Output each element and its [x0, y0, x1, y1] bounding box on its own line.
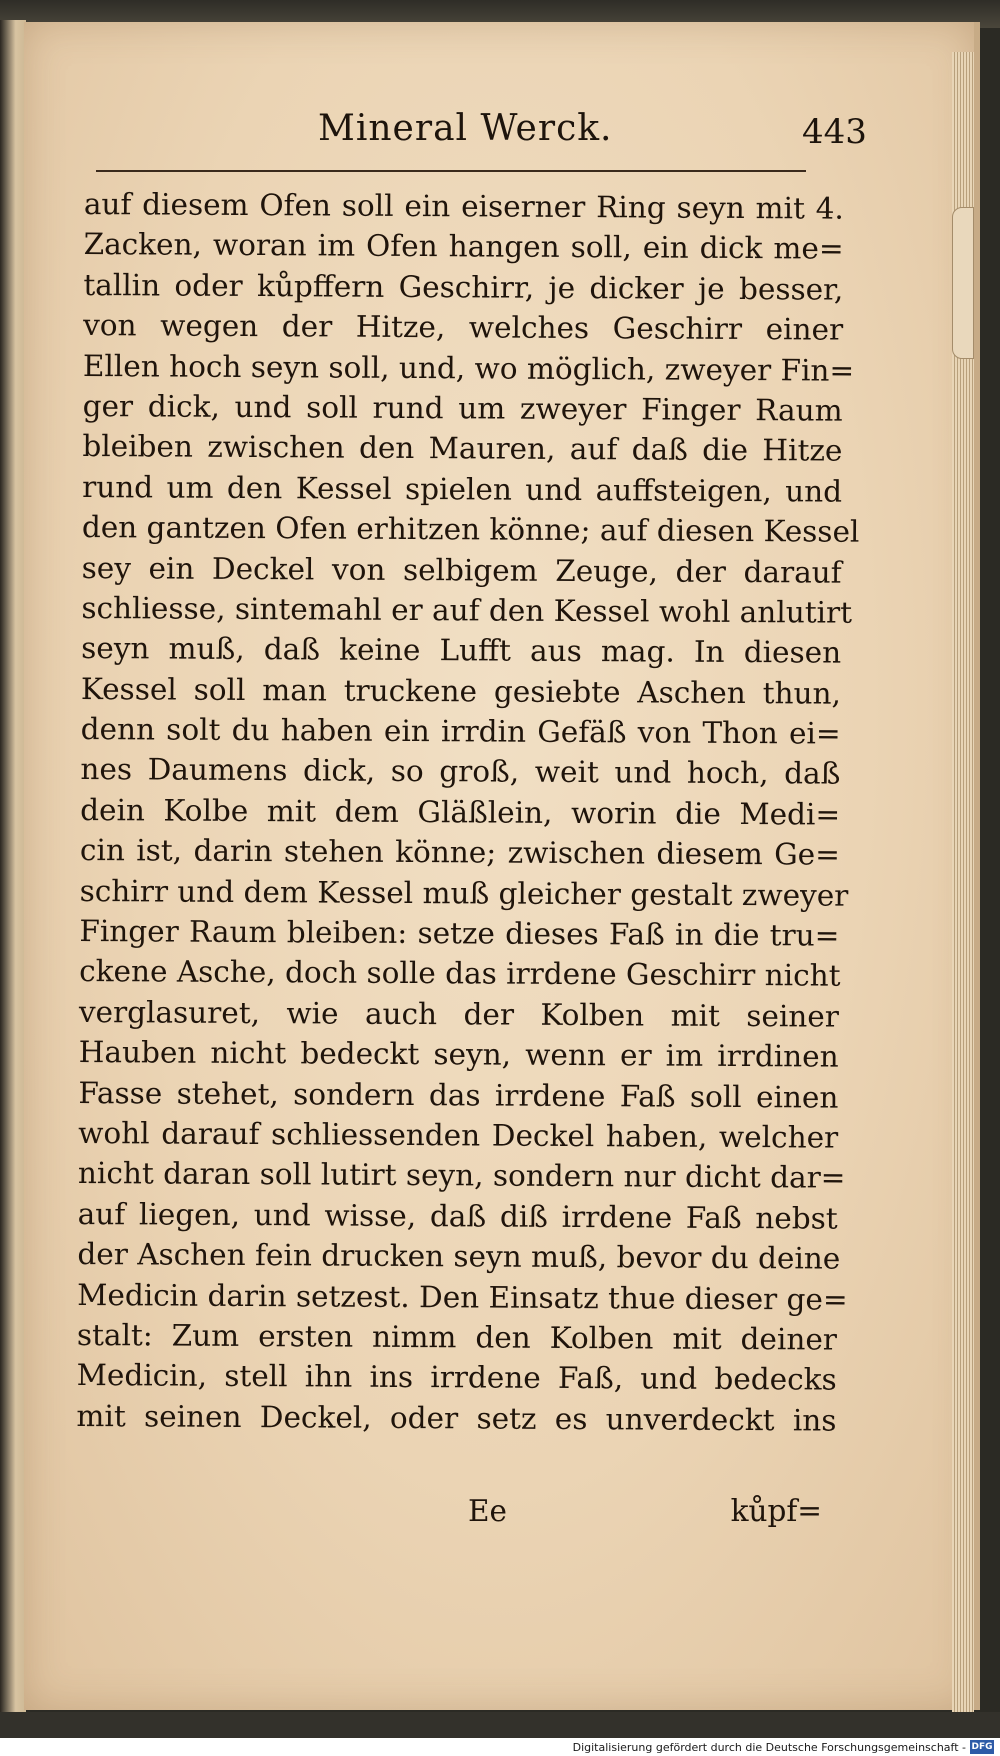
text-line: ger dick, und soll rund um zweyer Finger Raum [82, 388, 843, 428]
catchword-line [84, 1494, 844, 1534]
text-line: wohl darauf schliessenden Deckel haben, welcher [78, 1115, 839, 1155]
text-line: von wegen der Hitze, welches Geschirr einer [83, 308, 844, 347]
text-line: nes Daumens dick, so groß, weit und hoch, daß [80, 752, 841, 792]
text-line: der Aschen fein drucken seyn muß, bevor du deine [77, 1237, 841, 1276]
header-rule [96, 170, 806, 172]
text-line: mit seinen Deckel, oder setz es unverdeckt ins [76, 1398, 837, 1438]
text-line: Medicin darin setzest. Den Einsatz thue dieser ge= [77, 1277, 848, 1317]
text-line: Hauben nicht bedeckt seyn, wenn er im irrdinen [78, 1035, 839, 1074]
text-line: Fasse stehet, sondern das irrdene Faß soll einen [78, 1075, 839, 1115]
text-line: schirr und dem Kessel muß gleicher gestalt zweyer [79, 873, 849, 913]
text-line: Kessel soll man truckene gesiebte Aschen thun, [80, 671, 842, 711]
text-line: Zacken, woran im Ofen hangen soll, ein dick me= [83, 227, 844, 267]
page-number: 443 [802, 112, 867, 152]
text-line: cin ist, darin stehen könne; zwischen diesem Ge= [79, 833, 841, 872]
text-line: bleiben zwischen den Mauren, auf daß die Hitze [82, 429, 843, 468]
signature-mark: Ee [468, 1494, 507, 1528]
dfg-logo-icon: DFG [971, 1742, 993, 1752]
text-line: Finger Raum bleiben: setze dieses Faß in die tru= [79, 914, 840, 953]
scan-bottom-border [0, 1712, 1000, 1738]
text-line: denn solt du haben ein irrdin Gefäß von Thon ei= [80, 712, 841, 751]
text-line: seyn muß, daß keine Lufft aus mag. In diesen [81, 631, 842, 670]
text-line: rund um den Kessel spielen und auffsteigen, und [82, 469, 843, 509]
text-line: Medicin, stell ihn ins irrdene Faß, und bedecks [76, 1358, 837, 1397]
text-line: den gantzen Ofen erhitzen könne; auf diesen Kessel [81, 510, 860, 549]
text-line: tallin oder kůpffern Geschirr, je dicker je besser, [83, 267, 844, 307]
text-line: ckene Asche, doch solle das irrdene Geschirr nicht [79, 954, 841, 994]
text-line: auf diesem Ofen soll ein eiserner Ring seyn mit 4. [83, 186, 844, 226]
text-line: sey ein Deckel von selbigem Zeuge, der darauf [81, 550, 842, 590]
text-line: dein Kolbe mit dem Gläßlein, worin die Medi= [80, 792, 841, 832]
text-line: stalt: Zum ersten nimm den Kolben mit deiner [76, 1317, 838, 1357]
text-line: Ellen hoch seyn soll, und, wo möglich, zweyer Fin= [82, 348, 855, 388]
book-binding [0, 20, 26, 1720]
page-edge-tab [952, 207, 974, 359]
text-line: schliesse, sintemahl er auf den Kessel wohl anlutirt [81, 590, 853, 630]
text-line: verglasuret, wie auch der Kolben mit seiner [78, 994, 840, 1034]
running-head: Mineral Werck. [318, 108, 613, 149]
catchword: kůpf= [730, 1494, 822, 1528]
text-line: nicht daran soll lutirt seyn, sondern nur dicht dar= [77, 1156, 846, 1196]
text-line: auf liegen, und wisse, daß diß irrdene Faß nebst [77, 1196, 838, 1236]
body-text [76, 184, 860, 1441]
digitization-credit: Digitalisierung gefördert durch die Deutsche Forschungsgemeinschaft - [572, 1741, 966, 1754]
